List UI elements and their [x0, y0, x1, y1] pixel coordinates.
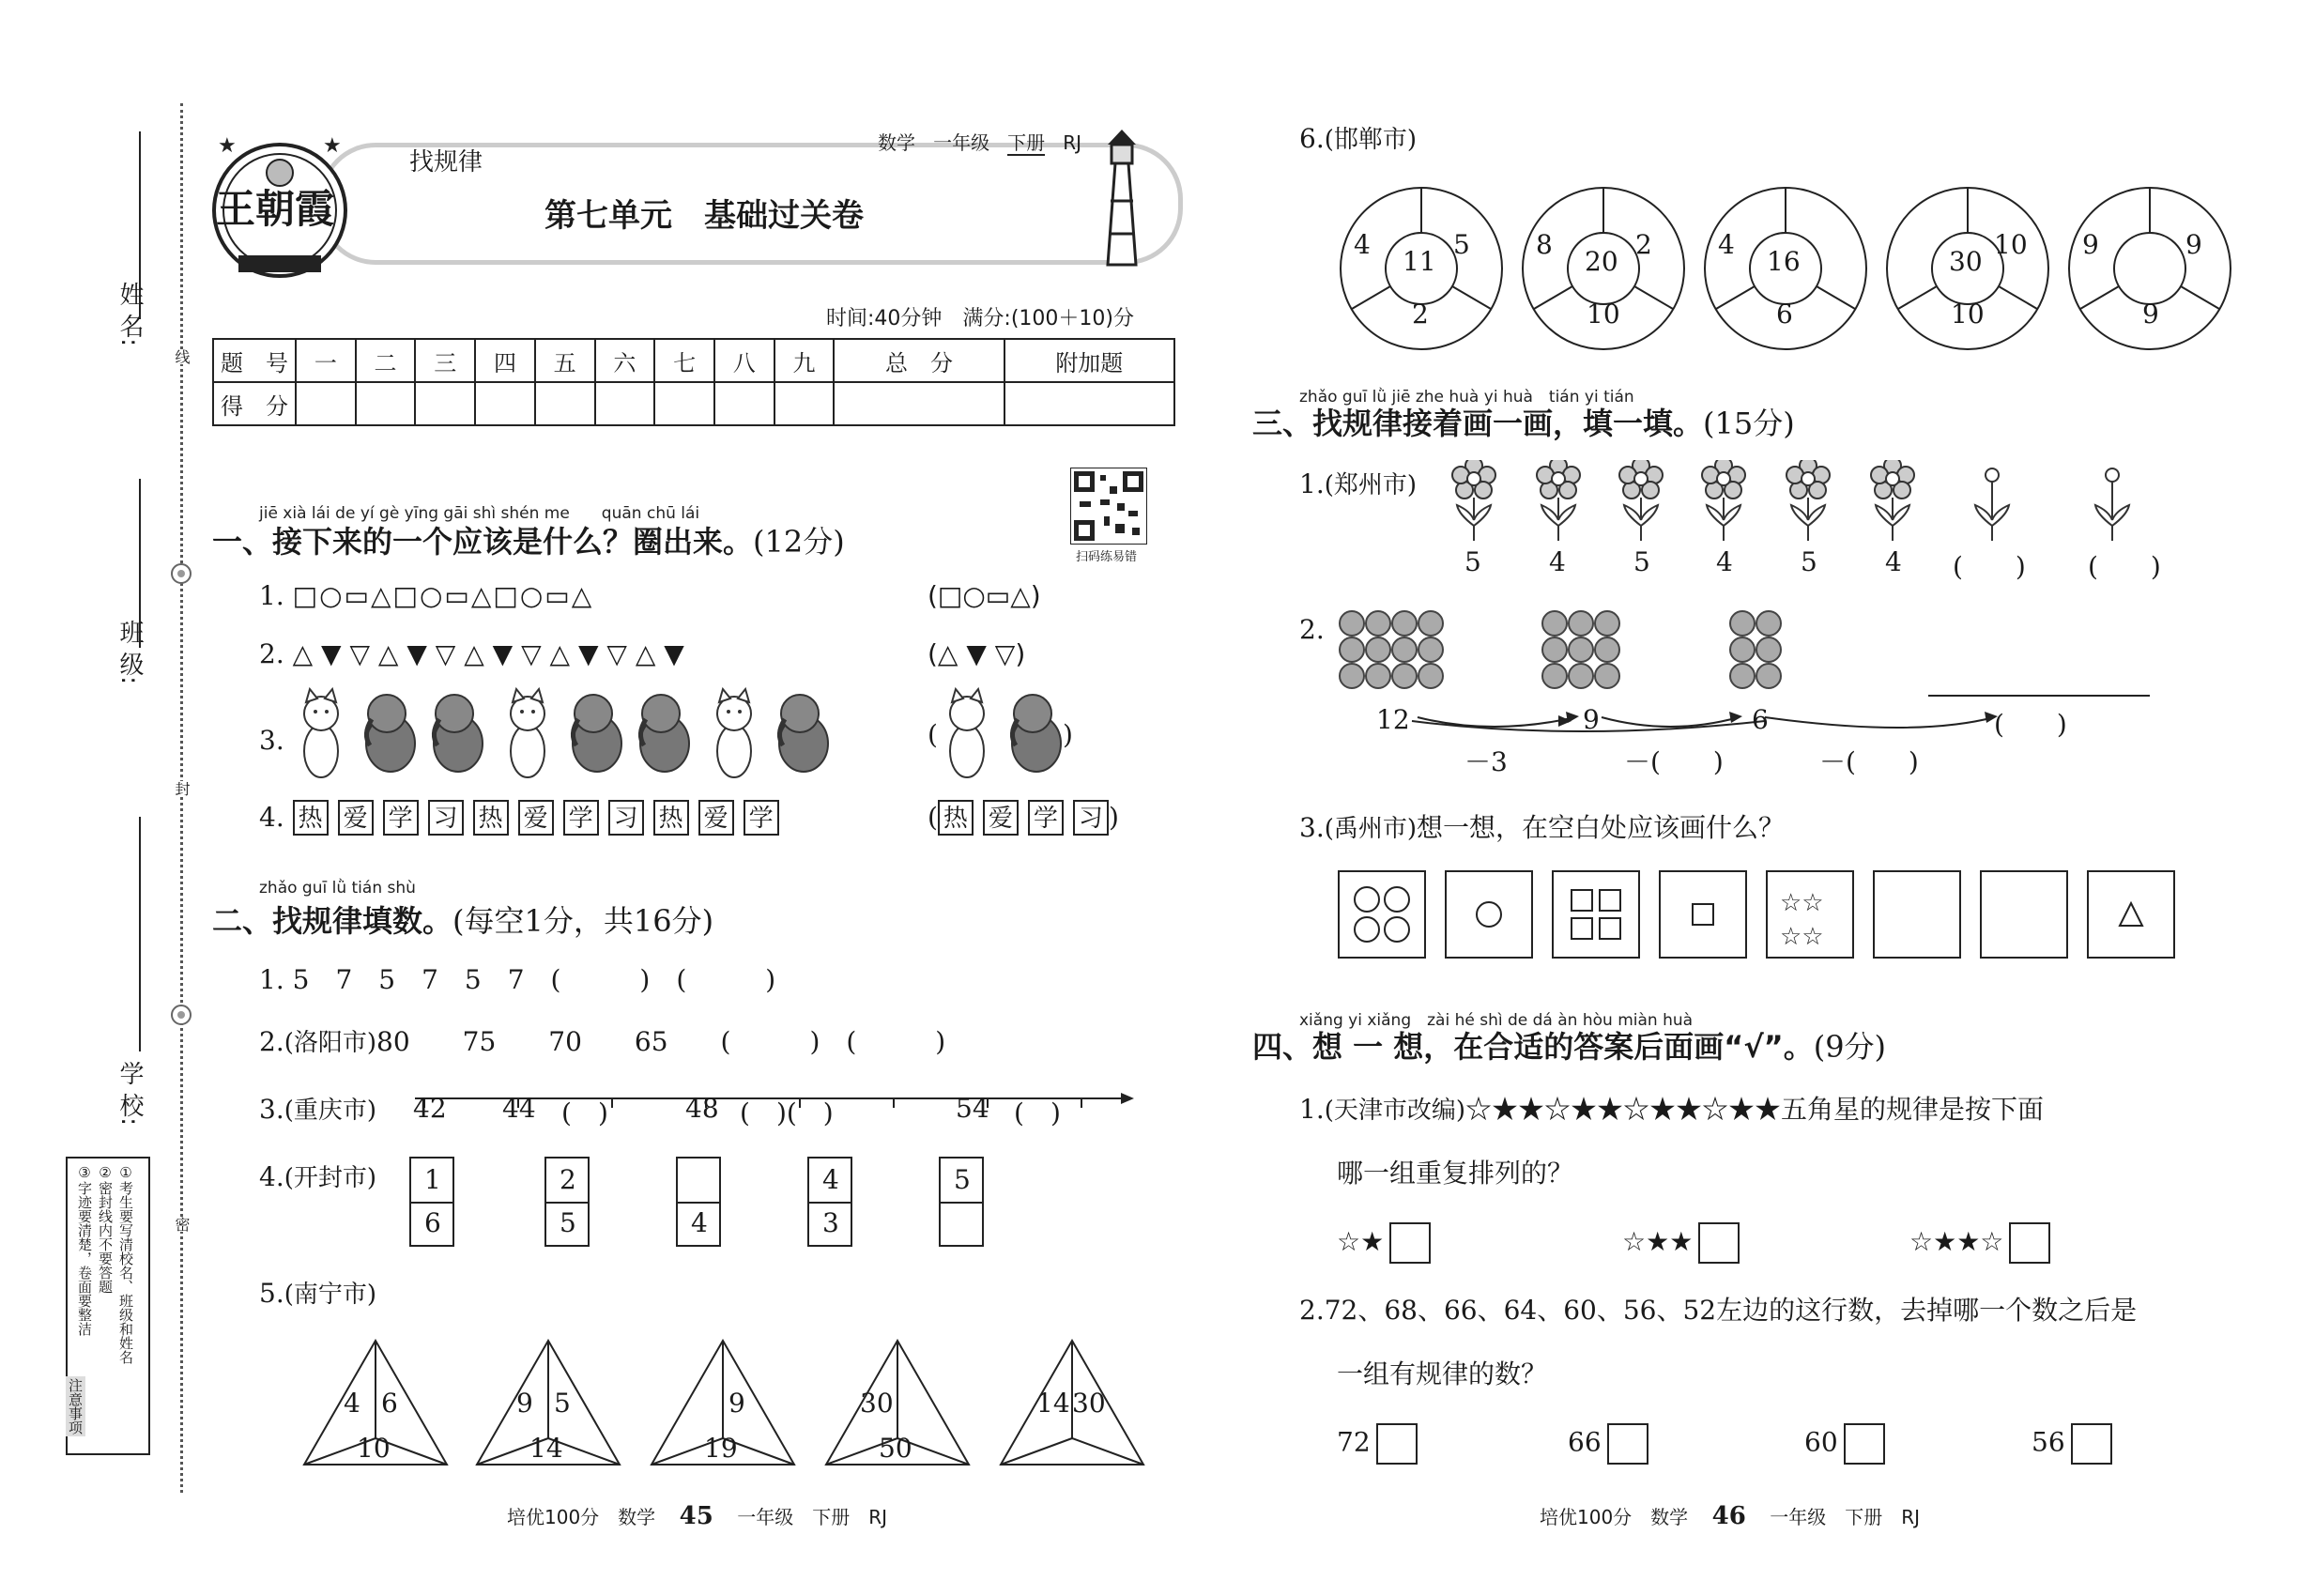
s2-q4-number — [259, 1159, 376, 1193]
pair-bottom: 4 — [691, 1207, 708, 1238]
flower-icon — [1786, 460, 1830, 541]
seal-mark-xian: 线 — [173, 349, 191, 364]
s2-q1[interactable] — [259, 959, 775, 997]
s1-q4-answer[interactable] — [928, 800, 1119, 836]
time-score: 时间:40分钟 满分:(100＋10)分 — [826, 307, 1134, 330]
char-box: 习 — [428, 800, 464, 836]
paren: )( — [749, 1097, 797, 1128]
class-line[interactable] — [139, 479, 141, 648]
flower-icon — [1452, 460, 1495, 541]
s4-q2-option[interactable] — [1337, 1423, 1418, 1465]
notice-box — [66, 1157, 150, 1455]
wheel-left: 8 — [1536, 229, 1553, 260]
s4-q1-option[interactable] — [1337, 1222, 1431, 1264]
table-cell: 二 — [356, 339, 416, 382]
s2-heading — [212, 898, 713, 941]
source-city: (重庆市) — [284, 1097, 377, 1125]
petal-count: 4 — [1885, 546, 1902, 577]
qr-caption: 扫码练易错 — [1076, 550, 1138, 564]
wheel-left: 9 — [2082, 229, 2099, 260]
chain-value: 6 — [1752, 704, 1769, 735]
score-table — [212, 338, 1175, 426]
petal-count: 5 — [1464, 546, 1481, 577]
q-number: 3. — [1299, 812, 1325, 843]
wheel-left: 4 — [1354, 229, 1371, 260]
s1-q3-number: 3. — [259, 725, 284, 756]
wheel-left: 4 — [1718, 229, 1735, 260]
pair-bottom: 3 — [822, 1207, 839, 1238]
score-cell[interactable] — [654, 382, 714, 425]
s1-q1-answer[interactable]: (□○▭△) — [928, 580, 1041, 611]
seal-mark-mi: 密 — [173, 1217, 191, 1232]
number-sequence[interactable]: 5 7 5 7 5 7 ( ) ( ) — [292, 964, 776, 995]
elephant-icon — [573, 695, 621, 772]
notice-title: 注意事项 — [67, 1378, 84, 1435]
cat-icon — [304, 689, 338, 777]
paren: ( — [928, 802, 938, 833]
s1-points: (12分) — [753, 524, 845, 560]
char-box: 爱 — [983, 800, 1019, 836]
triangle-bottom: 50 — [879, 1433, 912, 1464]
char-box: 爱 — [338, 800, 374, 836]
number-line-blank[interactable] — [740, 1093, 834, 1130]
q-text: 想一想，在空白处应该画什么？ — [1417, 812, 1786, 843]
wheel-bottom: 9 — [2142, 299, 2159, 330]
s2-q2[interactable] — [259, 1021, 945, 1059]
score-cell[interactable] — [415, 382, 475, 425]
paren: ( — [1014, 1097, 1024, 1128]
wheel-center: 16 — [1767, 246, 1801, 277]
number-pair-box[interactable] — [409, 1157, 454, 1247]
q-number: 2. — [1299, 1295, 1325, 1326]
s4-q2-option[interactable] — [1568, 1423, 1648, 1465]
table-cell: 总 分 — [834, 339, 1004, 382]
s2-points: (每空1分，共16分) — [452, 903, 714, 939]
source-city: (郑州市) — [1324, 471, 1418, 499]
q-number: 1. — [1299, 468, 1325, 499]
s1-pinyin: jiē xià lái de yí gè yīng gāi shì shén me quān chū lái — [259, 504, 700, 523]
number-line-blank[interactable] — [561, 1093, 608, 1130]
flower-stem-icon[interactable] — [1975, 468, 2009, 541]
source-city: (邯郸市) — [1324, 126, 1418, 154]
paren: ) — [796, 1097, 834, 1128]
q-number: 5. — [259, 1278, 284, 1309]
shape-sequence: □○▭△□○▭△□○▭△ — [292, 580, 594, 611]
s1-q1 — [259, 580, 593, 611]
footer-prefix: 培优100分 数学 — [507, 1506, 656, 1528]
number-line-label: 44 — [502, 1093, 536, 1124]
pair-bottom: 6 — [424, 1207, 441, 1238]
svg-text:★: ★ — [323, 134, 342, 158]
page-number: 45 — [679, 1502, 713, 1530]
s4-q2-line1 — [1299, 1290, 2137, 1327]
number-sequence[interactable]: 80 75 70 65 ( ) ( ) — [376, 1026, 946, 1057]
option-text: 56 — [2032, 1426, 2065, 1458]
triangle-bottom: 10 — [357, 1433, 391, 1464]
dot-group — [1727, 608, 1793, 693]
s3-q1-number — [1299, 466, 1417, 500]
char-box: 爱 — [518, 800, 554, 836]
petal-count: 4 — [1716, 546, 1733, 577]
option-text: ☆★ — [1337, 1226, 1385, 1257]
source-city: (天津市改编) — [1324, 1097, 1466, 1125]
chain-blank[interactable]: ( ) — [1994, 709, 2067, 740]
seal-mark-feng: 封 — [173, 781, 191, 796]
triangle-bottom: 19 — [704, 1433, 738, 1464]
s3-heading-text: 三、找规律接着画一画，填一填。 — [1252, 406, 1704, 441]
s1-q2 — [259, 638, 684, 669]
s3-points: (15分) — [1703, 406, 1795, 441]
triangle-sequence: △ ▼ ▽ △ ▼ ▽ △ ▼ ▽ △ ▼ ▽ △ ▼ — [292, 638, 684, 669]
score-cell[interactable] — [1004, 382, 1174, 425]
char-box: 习 — [1073, 800, 1109, 836]
pattern-blank-box[interactable] — [1981, 871, 2067, 958]
s4-q1-line1 — [1299, 1089, 2044, 1127]
number-pair-box[interactable] — [807, 1157, 852, 1247]
paren: ( — [561, 1097, 572, 1128]
triangle-left: 14 — [1036, 1388, 1070, 1419]
s4-heading-text: 四、想 一 想，在合适的答案后面画“√”。 — [1252, 1029, 1814, 1065]
flower-icon — [1871, 460, 1914, 541]
table-cell: 附加题 — [1004, 339, 1174, 382]
option-text: 72 — [1337, 1426, 1371, 1458]
notice-item: ①考生要写清校名、班级和姓名 — [117, 1164, 134, 1364]
pair-top: 4 — [822, 1164, 839, 1195]
number-line-label: 42 — [413, 1093, 447, 1124]
s4-q1-option[interactable] — [1622, 1222, 1740, 1264]
score-cell[interactable] — [595, 382, 655, 425]
s3-q3 — [1299, 807, 1785, 845]
q-number: 6. — [1299, 123, 1325, 154]
school-label: 学 校: — [115, 1061, 144, 1127]
svg-text:☆☆: ☆☆ — [1780, 923, 1824, 951]
score-table-header-row — [213, 339, 1174, 382]
footer-suffix: 一年级 下册 RJ — [1770, 1506, 1921, 1528]
triangle-left: 4 — [344, 1388, 360, 1419]
number-line-label: 48 — [685, 1093, 719, 1124]
q-number: 1. — [259, 964, 284, 995]
flower-icon — [1537, 460, 1580, 541]
chain-op-blank[interactable]: －( ) — [1624, 746, 1724, 777]
wheel-bottom: 10 — [1587, 299, 1620, 330]
char-box: 学 — [383, 800, 419, 836]
q-number: 4. — [259, 802, 284, 833]
char-box: 爱 — [698, 800, 734, 836]
pair-top: 5 — [954, 1164, 971, 1195]
triangle-bottom: 14 — [529, 1433, 563, 1464]
binding-hole-icon — [169, 1003, 193, 1027]
triangle-left: 9 — [516, 1388, 533, 1419]
footer-prefix: 培优100分 数学 — [1540, 1506, 1689, 1528]
char-box: 热 — [938, 800, 974, 836]
wheel-center: 30 — [1949, 246, 1983, 277]
wheel-bottom: 10 — [1951, 299, 1985, 330]
name-label: 姓 名: — [115, 282, 144, 347]
table-cell: 六 — [595, 339, 655, 382]
wheel-right: 2 — [1635, 229, 1652, 260]
flower-icon — [1619, 460, 1663, 541]
score-cell[interactable] — [356, 382, 416, 425]
brand-name: 王朝霞 — [216, 186, 335, 232]
flower-sequence — [1446, 460, 2197, 545]
s1-q3-answer-close: ) — [1063, 719, 1073, 750]
table-cell: 得 分 — [213, 382, 296, 425]
s1-q3-answer-options[interactable] — [937, 685, 1068, 789]
table-cell: 九 — [774, 339, 835, 382]
s4-heading — [1252, 1023, 1886, 1067]
school-line[interactable] — [139, 817, 141, 1051]
wheel-bottom: 6 — [1776, 299, 1793, 330]
score-cell[interactable] — [296, 382, 356, 425]
s4-q2-option[interactable] — [1804, 1423, 1885, 1465]
s1-q4 — [259, 800, 789, 836]
s4-q2-line2: 一组有规律的数？ — [1337, 1358, 1548, 1389]
s2-q3-number — [259, 1091, 376, 1126]
char-box: 学 — [563, 800, 599, 836]
chain-value: 12 — [1376, 704, 1410, 735]
s2-pinyin: zhǎo guī lǜ tián shù — [259, 879, 416, 898]
number-pair-box[interactable] — [939, 1157, 984, 1247]
pair-top: 1 — [424, 1164, 441, 1195]
s1-heading-text: 一、接下来的一个应该是什么？圈出来。 — [212, 524, 754, 560]
wheel-right: 5 — [1453, 229, 1470, 260]
source-city: (洛阳市) — [284, 1029, 377, 1057]
char-box: 学 — [744, 800, 779, 836]
s1-q2-answer[interactable]: (△ ▼ ▽) — [928, 638, 1026, 669]
score-table-score-row — [213, 382, 1174, 425]
notice-item: ②密封线内不要答题 — [97, 1164, 114, 1294]
wheel-right: 10 — [1994, 229, 2028, 260]
s3-heading — [1252, 400, 1795, 443]
svg-text:★: ★ — [218, 134, 237, 158]
triangle-right: 5 — [554, 1388, 571, 1419]
triangle-right: 9 — [728, 1388, 745, 1419]
class-label: 班 级: — [115, 620, 144, 685]
q-text: 72、68、66、64、60、56、52左边的这行数，去掉哪一个数之后是 — [1324, 1295, 2138, 1326]
source-city: (开封市) — [284, 1164, 377, 1192]
score-cell[interactable] — [774, 382, 835, 425]
s2-q6-number — [1299, 120, 1417, 155]
svg-text:☆☆: ☆☆ — [1780, 889, 1824, 917]
char-box: 热 — [293, 800, 329, 836]
flower-icon — [1702, 460, 1745, 541]
s2-q5-number — [259, 1275, 376, 1310]
footer-right — [1540, 1502, 1920, 1530]
char-box: 学 — [1028, 800, 1064, 836]
chain-op: －3 — [1464, 746, 1508, 777]
s2-heading-text: 二、找规律填数。 — [212, 903, 453, 939]
triangle-left: 30 — [860, 1388, 894, 1419]
s1-q3-answer-open: ( — [928, 719, 938, 750]
elephant-icon — [779, 695, 828, 772]
grade: 一年级 — [933, 131, 990, 154]
lighthouse-icon — [1080, 126, 1164, 267]
table-cell: 三 — [415, 339, 475, 382]
chain-op-blank[interactable]: －( ) — [1819, 746, 1919, 777]
pair-top: 2 — [560, 1164, 576, 1195]
check-box[interactable] — [1698, 1222, 1740, 1264]
petal-count-blank[interactable]: ( ) — [2088, 551, 2161, 582]
elephant-icon — [434, 695, 483, 772]
paren: ( — [740, 1097, 750, 1128]
footer-suffix: 一年级 下册 RJ — [737, 1506, 888, 1528]
page-title: 第七单元 基础过关卷 — [544, 197, 864, 235]
score-cell[interactable] — [714, 382, 774, 425]
petal-count: 5 — [1801, 546, 1817, 577]
table-cell: 四 — [475, 339, 535, 382]
char-box: 热 — [473, 800, 509, 836]
triangle-right: 30 — [1072, 1388, 1106, 1419]
check-box[interactable] — [1376, 1423, 1418, 1465]
table-cell: 八 — [714, 339, 774, 382]
score-cell[interactable] — [535, 382, 595, 425]
number-pair-box[interactable] — [544, 1157, 590, 1247]
petal-count: 5 — [1633, 546, 1650, 577]
pattern-blank-box[interactable] — [1874, 871, 1960, 958]
q-number: 3. — [259, 1094, 284, 1125]
number-pair-box[interactable] — [676, 1157, 721, 1247]
s3-pinyin: zhǎo guī lǜ jiē zhe huà yi huà tián yi tián — [1299, 388, 1634, 407]
char-box: 习 — [608, 800, 644, 836]
char-box: 热 — [653, 800, 689, 836]
paren: ) — [571, 1097, 608, 1128]
option-text: ☆★★ — [1622, 1226, 1694, 1257]
dot-groups — [1337, 608, 1656, 693]
check-box[interactable] — [2071, 1423, 2112, 1465]
section-tag: 找规律 — [409, 148, 483, 176]
cat-icon — [511, 689, 544, 777]
s4-q2-option[interactable] — [2032, 1423, 2112, 1465]
wheel-bottom: 2 — [1412, 299, 1429, 330]
q-number: 2. — [259, 1026, 284, 1057]
cat-icon[interactable] — [950, 689, 984, 777]
volume: 下册 — [1007, 131, 1046, 154]
paren: ) — [1108, 802, 1119, 833]
flower-stem-icon[interactable] — [2095, 468, 2129, 541]
table-cell: 五 — [535, 339, 595, 382]
check-box[interactable] — [2009, 1222, 2050, 1264]
elephant-icon — [640, 695, 689, 772]
q-text: ☆★★☆★★☆★★☆★★五角星的规律是按下面 — [1465, 1094, 2045, 1125]
binding-line — [180, 103, 183, 1493]
chain-value: 9 — [1583, 704, 1600, 735]
s3-q2-number: 2. — [1299, 614, 1325, 645]
table-cell: 一 — [296, 339, 356, 382]
q-number: 1. — [259, 580, 284, 611]
cat-icon — [717, 689, 751, 777]
pair-bottom: 5 — [560, 1207, 576, 1238]
qr-code-icon[interactable] — [1070, 468, 1147, 545]
s4-q1-option[interactable] — [1909, 1222, 2050, 1264]
name-line[interactable] — [139, 131, 141, 319]
edition: RJ — [1063, 131, 1082, 154]
paren: ) — [1023, 1097, 1061, 1128]
wheel-center: 11 — [1403, 246, 1436, 277]
score-cell[interactable] — [475, 382, 535, 425]
elephant-icon[interactable] — [1012, 695, 1061, 772]
q-number: 4. — [259, 1161, 284, 1192]
drawing-answer-line[interactable] — [1928, 695, 2150, 697]
s1-heading — [212, 518, 845, 561]
check-box[interactable] — [1607, 1423, 1648, 1465]
binding-hole-icon — [169, 561, 193, 586]
notice-item: ③字迹要清楚，卷面要整洁 — [76, 1164, 93, 1336]
elephant-icon — [366, 695, 415, 772]
table-cell: 七 — [654, 339, 714, 382]
check-box[interactable] — [1389, 1222, 1431, 1264]
petal-count-blank[interactable]: ( ) — [1953, 551, 2026, 582]
petal-count: 4 — [1549, 546, 1566, 577]
s4-pinyin: xiǎng yi xiǎng zài hé shì de dá àn hòu miàn huà — [1299, 1011, 1694, 1030]
source-city: (南宁市) — [284, 1281, 377, 1309]
source-city: (禹州市) — [1324, 815, 1418, 843]
s4-q1-line2: 哪一组重复排列的？ — [1337, 1158, 1574, 1189]
animal-sequence — [291, 685, 873, 789]
wheel-center: 20 — [1585, 246, 1618, 277]
s4-points: (9分) — [1813, 1029, 1887, 1065]
subject: 数学 — [878, 131, 915, 154]
score-cell[interactable] — [834, 382, 1004, 425]
wheel-right: 9 — [2185, 229, 2202, 260]
option-text: ☆★★☆ — [1909, 1226, 2004, 1257]
option-text: 66 — [1568, 1426, 1602, 1458]
page-number: 46 — [1711, 1502, 1746, 1530]
q-number: 1. — [1299, 1094, 1325, 1125]
number-line-blank[interactable] — [1014, 1093, 1061, 1130]
subject-line — [878, 128, 1081, 155]
option-text: 60 — [1804, 1426, 1838, 1458]
table-cell: 题 号 — [213, 339, 296, 382]
triangle-right: 6 — [381, 1388, 398, 1419]
q-number: 2. — [259, 638, 284, 669]
footer-left — [507, 1502, 887, 1530]
check-box[interactable] — [1844, 1423, 1885, 1465]
number-line-label: 54 — [956, 1093, 989, 1124]
